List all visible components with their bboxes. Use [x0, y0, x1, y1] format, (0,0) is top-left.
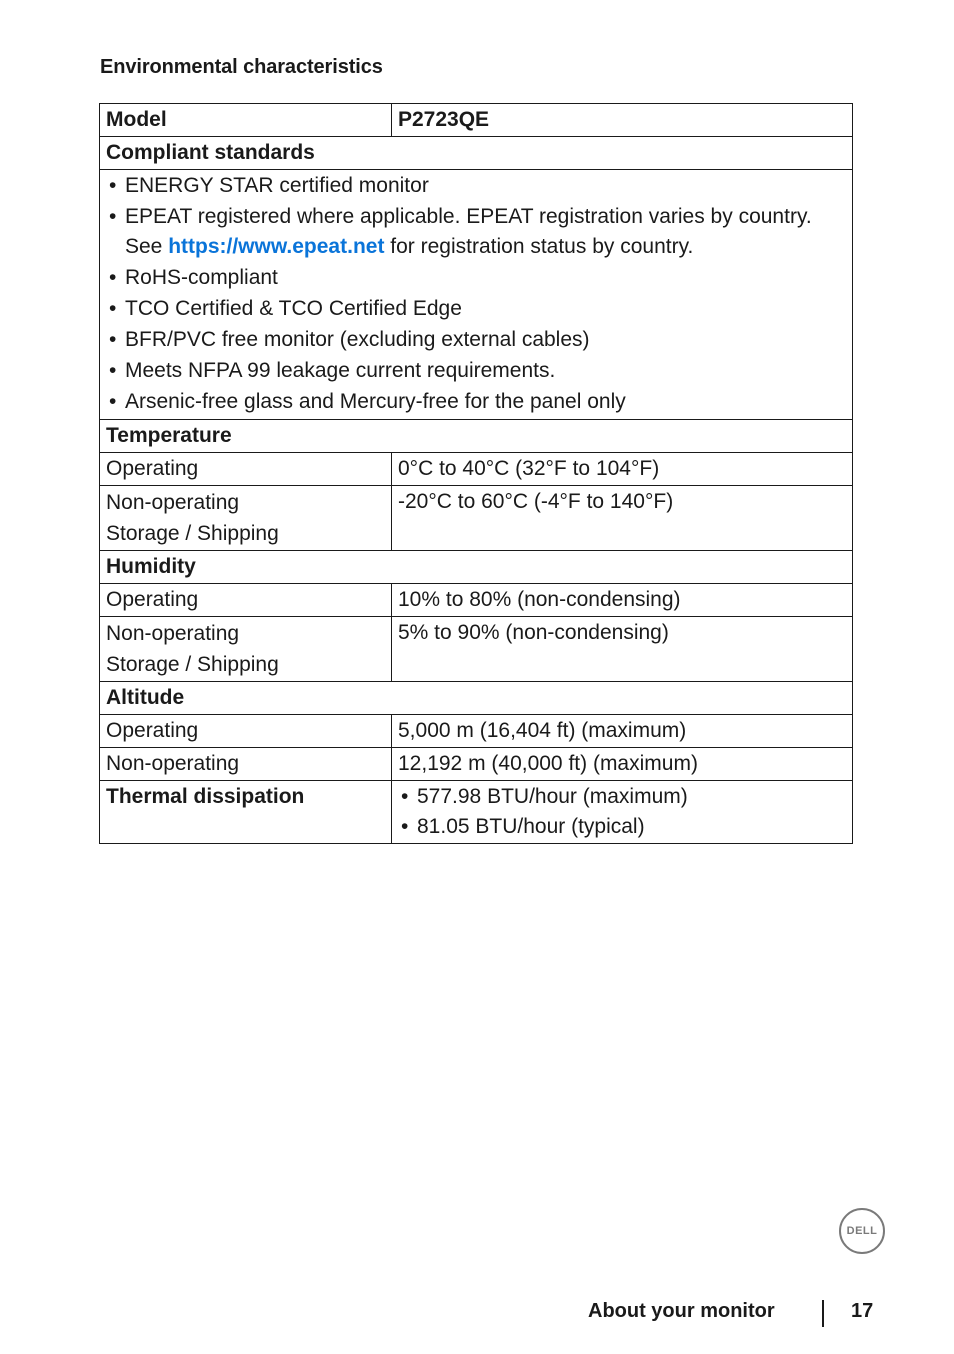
- model-row: [100, 104, 853, 137]
- temperature-operating-label: Operating: [100, 453, 392, 486]
- list-item: • TCO Certified & TCO Certified Edge: [109, 297, 462, 320]
- temperature-operating-value: 0°C to 40°C (32°F to 104°F): [392, 453, 853, 486]
- list-item: • BFR/PVC free monitor (excluding external cables): [109, 328, 590, 351]
- section-title: Environmental characteristics: [100, 56, 383, 78]
- footer-title: About your monitor: [588, 1300, 775, 1322]
- table-row: [100, 617, 853, 682]
- thermal-list: [398, 782, 846, 842]
- thermal-row: [100, 781, 853, 844]
- temperature-heading: Temperature: [100, 420, 853, 453]
- temperature-heading-row: [100, 420, 853, 453]
- table-row: [100, 453, 853, 486]
- altitude-heading-row: [100, 682, 853, 715]
- compliant-standards-heading-row: [100, 137, 853, 170]
- model-label: Model: [100, 104, 392, 137]
- humidity-heading: Humidity: [100, 551, 853, 584]
- humidity-nonop-value: 5% to 90% (non-condensing): [392, 617, 853, 682]
- temperature-nonop-value: -20°C to 60°C (-4°F to 140°F): [392, 486, 853, 551]
- table-row: [100, 715, 853, 748]
- list-item: • 81.05 BTU/hour (typical): [401, 815, 645, 838]
- list-item: • EPEAT registered where applicable. EPEAT registration varies by country. See https://www.epeat.net for registration status by country.: [109, 205, 812, 258]
- compliant-standards-row: [100, 170, 853, 420]
- page-number: 17: [851, 1300, 874, 1322]
- humidity-nonop-label: Non-operating: [106, 622, 240, 645]
- altitude-nonop-value: 12,192 m (40,000 ft) (maximum): [392, 748, 853, 781]
- dell-logo: DELL: [839, 1208, 885, 1254]
- model-value: P2723QE: [392, 104, 853, 137]
- table-row: [100, 486, 853, 551]
- list-item: • 577.98 BTU/hour (maximum): [401, 785, 688, 808]
- list-item: • Arsenic-free glass and Mercury-free for the panel only: [109, 390, 626, 413]
- list-item: • ENERGY STAR certified monitor: [109, 174, 429, 197]
- humidity-storage-label: Storage / Shipping: [106, 653, 279, 676]
- compliant-standards-heading: Compliant standards: [100, 137, 853, 170]
- temperature-storage-label: Storage / Shipping: [106, 522, 279, 545]
- thermal-label: Thermal dissipation: [100, 781, 392, 844]
- altitude-operating-value: 5,000 m (16,404 ft) (maximum): [392, 715, 853, 748]
- altitude-heading: Altitude: [100, 682, 853, 715]
- altitude-operating-label: Operating: [100, 715, 392, 748]
- footer-divider: [822, 1300, 824, 1327]
- humidity-operating-value: 10% to 80% (non-condensing): [392, 584, 853, 617]
- environmental-spec-table: [99, 103, 853, 844]
- list-item: • RoHS-compliant: [109, 266, 278, 289]
- compliant-standards-list: [106, 171, 846, 417]
- temperature-nonop-label: Non-operating: [106, 491, 240, 514]
- humidity-operating-label: Operating: [100, 584, 392, 617]
- epeat-link[interactable]: https://www.epeat.net: [168, 235, 385, 258]
- altitude-nonop-label: Non-operating: [100, 748, 392, 781]
- table-row: [100, 748, 853, 781]
- table-row: [100, 584, 853, 617]
- list-item: • Meets NFPA 99 leakage current requirements.: [109, 359, 556, 382]
- humidity-heading-row: [100, 551, 853, 584]
